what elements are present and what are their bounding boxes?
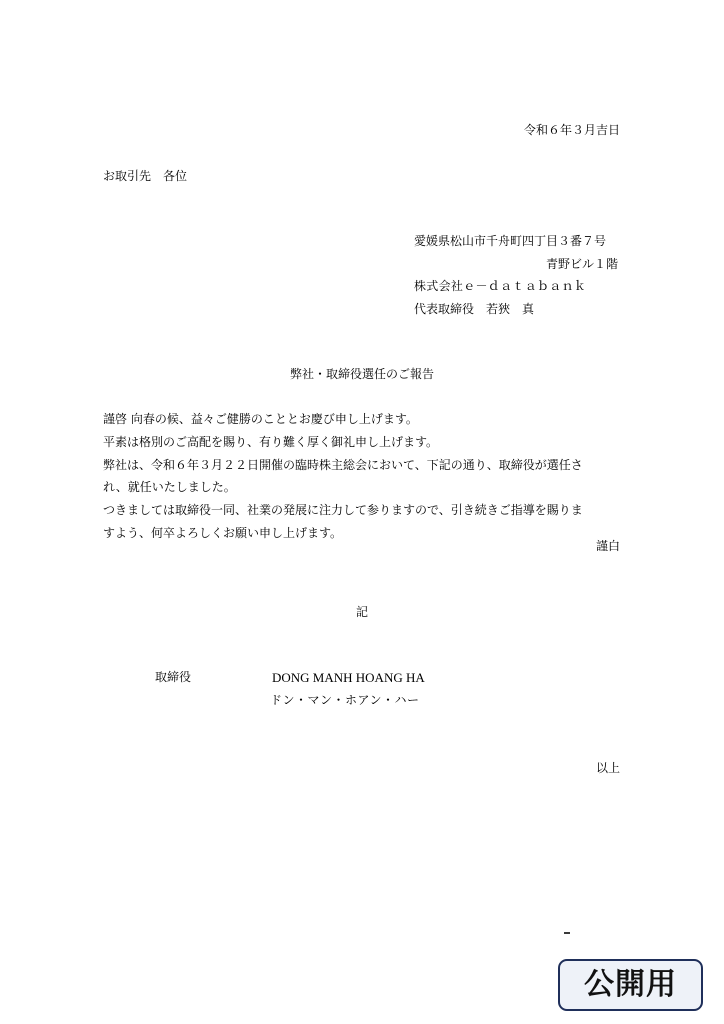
addressee: お取引先 各位 [103,169,188,183]
public-use-stamp [558,959,703,1011]
body-paragraph-5: つきましては取締役一同、社業の発展に注力して参りますので、引き続きご指導を賜りま [103,503,583,518]
body-paragraph-6: すよう、何卒よろしくお願い申し上げます。 [103,525,343,540]
body-paragraph-4: れ、就任いたしました。 [103,480,236,495]
sender-address-line1: 愛媛県松山市千舟町四丁目３番７号 [414,234,607,248]
sender-address-line2: 青野ビル１階 [545,257,618,271]
director-name: DONG MANH HOANG HA [272,670,425,685]
closing-word: 謹白 [595,539,620,553]
sender-company: 株式会社ｅ－ｄａｔａｂａｎｋ [414,279,587,293]
body-text [103,408,623,545]
sender-representative: 代表取締役 若狹 真 [414,302,535,316]
public-use-stamp-label: 公開用 [584,967,677,1002]
document-title: 弊社・取締役選任のご報告 [289,367,434,381]
ki-heading: 記 [355,605,368,619]
scan-mark [564,932,570,934]
body-paragraph-1: 謹啓 向春の候、益々ご健勝のこととお慶び申し上げます。 [103,412,418,426]
director-name-kana: ドン・マン・ホアン・ハー [270,693,420,707]
body-paragraph-2: 平素は格別のご高配を賜り、有り難く厚く御礼申し上げます。 [103,434,439,449]
end-mark: 以上 [595,761,620,775]
body-paragraph-3: 弊社は、令和６年３月２２日開催の臨時株主総会において、下記の通り、取締役が選任さ [103,457,583,472]
document-date: 令和６年３月吉日 [523,123,620,137]
director-role: 取締役 [155,670,192,684]
